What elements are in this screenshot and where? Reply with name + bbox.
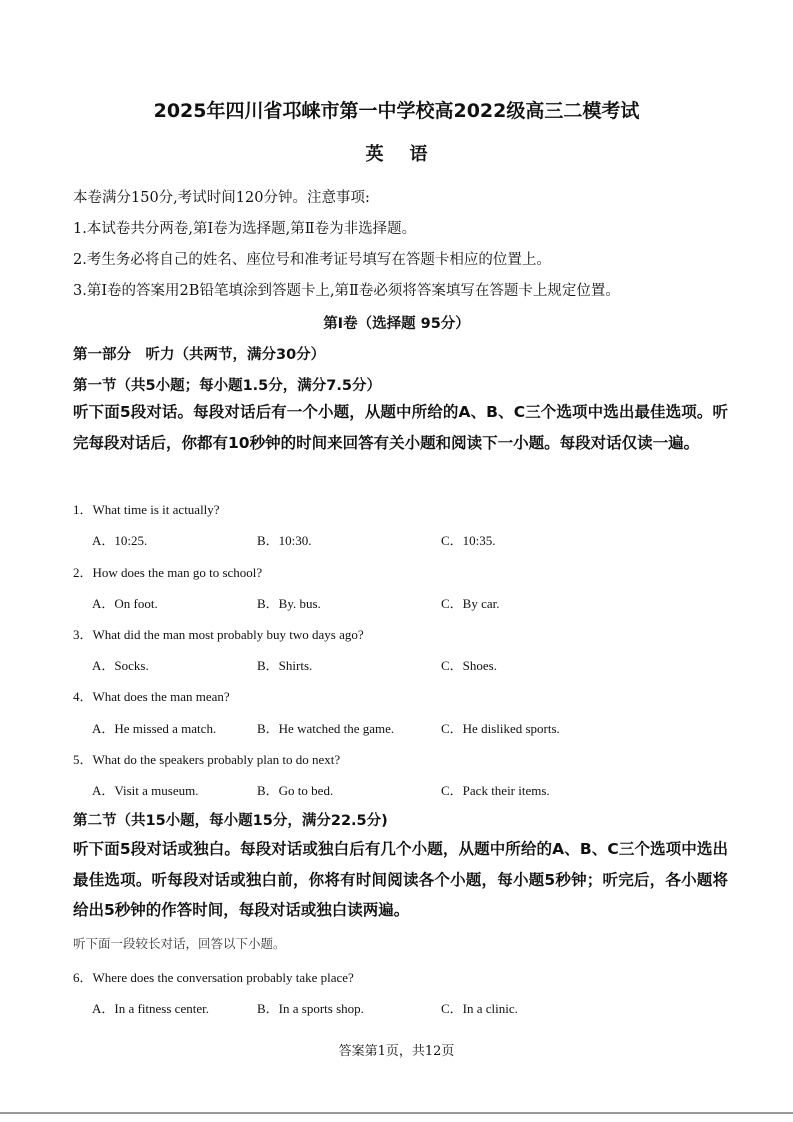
question-4: 4．What does the man mean? (73, 689, 230, 704)
option-b: B．Go to bed. (257, 783, 334, 798)
option-c: C．Shoes. (441, 658, 497, 673)
section1-title: 第一节（共5小题；每小题1.5分，满分7.5分） (73, 378, 381, 394)
option-b: B．He watched the game. (257, 721, 395, 736)
section1-directions: 听下面5段对话。每段对话后有一个小题，从题中所给的A、B、C三个选项中选出最佳选项。听完每段对话后，你都有10秒钟的时间来回答有关小题和阅读下一小题。每段对话仅读一遍。 (73, 403, 728, 452)
question-6: 6．Where does the conversation probably take place? (73, 970, 354, 985)
option-b: B．Shirts. (257, 658, 313, 673)
section2-note: 听下面一段较长对话，回答以下小题。 (73, 936, 286, 951)
subject-title: 英语 (365, 144, 454, 165)
instruction-item: 1.本试卷共分两卷,第Ⅰ卷为选择题,第Ⅱ卷为非选择题。 (73, 221, 417, 237)
option-c: C．Pack their items. (441, 783, 550, 798)
option-c: C．By car. (441, 596, 500, 611)
question-3: 3．What did the man most probably buy two days ago? (73, 627, 364, 642)
option-a: A．On foot. (92, 596, 158, 611)
option-c: C．In a clinic. (441, 1001, 518, 1016)
option-a: A．10:25. (92, 533, 148, 548)
part1-title: 第一部分 听力（共两节，满分30分） (73, 347, 326, 363)
volume-title: 第I卷（选择题 95分） (323, 316, 470, 332)
option-a: A．Socks. (92, 658, 149, 673)
option-b: B．In a sports shop. (257, 1001, 364, 1016)
option-a: A．He missed a match. (92, 721, 217, 736)
option-c: C．10:35. (441, 533, 496, 548)
option-c: C．He disliked sports. (441, 721, 560, 736)
instruction-item: 3.第Ⅰ卷的答案用2B铅笔填涂到答题卡上,第Ⅱ卷必须将答案填写在答题卡上规定位置。 (73, 283, 620, 299)
question-2: 2．How does the man go to school? (73, 565, 263, 580)
exam-title: 2025年四川省邛崃市第一中学校高2022级高三二模考试 (153, 100, 640, 122)
bottom-divider (0, 1112, 793, 1114)
option-b: B．10:30. (257, 533, 312, 548)
instruction-item: 2.考生务必将自己的姓名、座位号和准考证号填写在答题卡相应的位置上。 (73, 252, 551, 268)
section2-directions: 听下面5段对话或独白。每段对话或独白后有几个小题，从题中所给的A、B、C三个选项中选出最佳选项。听每段对话或独白前，你将有时间阅读各个小题，每小题5秒钟；听完后，各小题将给出5秒钟的作答时间，每段对话或独白读两遍。 (73, 840, 728, 919)
page-footer: 答案第1页，共12页 (338, 1044, 455, 1059)
option-b: B．By. bus. (257, 596, 321, 611)
option-a: A．In a fitness center. (92, 1001, 209, 1016)
question-5: 5．What do the speakers probably plan to do next? (73, 752, 341, 767)
option-a: A．Visit a museum. (92, 783, 199, 798)
question-1: 1．What time is it actually? (73, 502, 220, 517)
section2-title: 第二节（共15小题，每小题15分，满分22.5分) (73, 813, 388, 829)
instructions-intro: 本卷满分150分,考试时间120分钟。注意事项: (73, 190, 370, 206)
